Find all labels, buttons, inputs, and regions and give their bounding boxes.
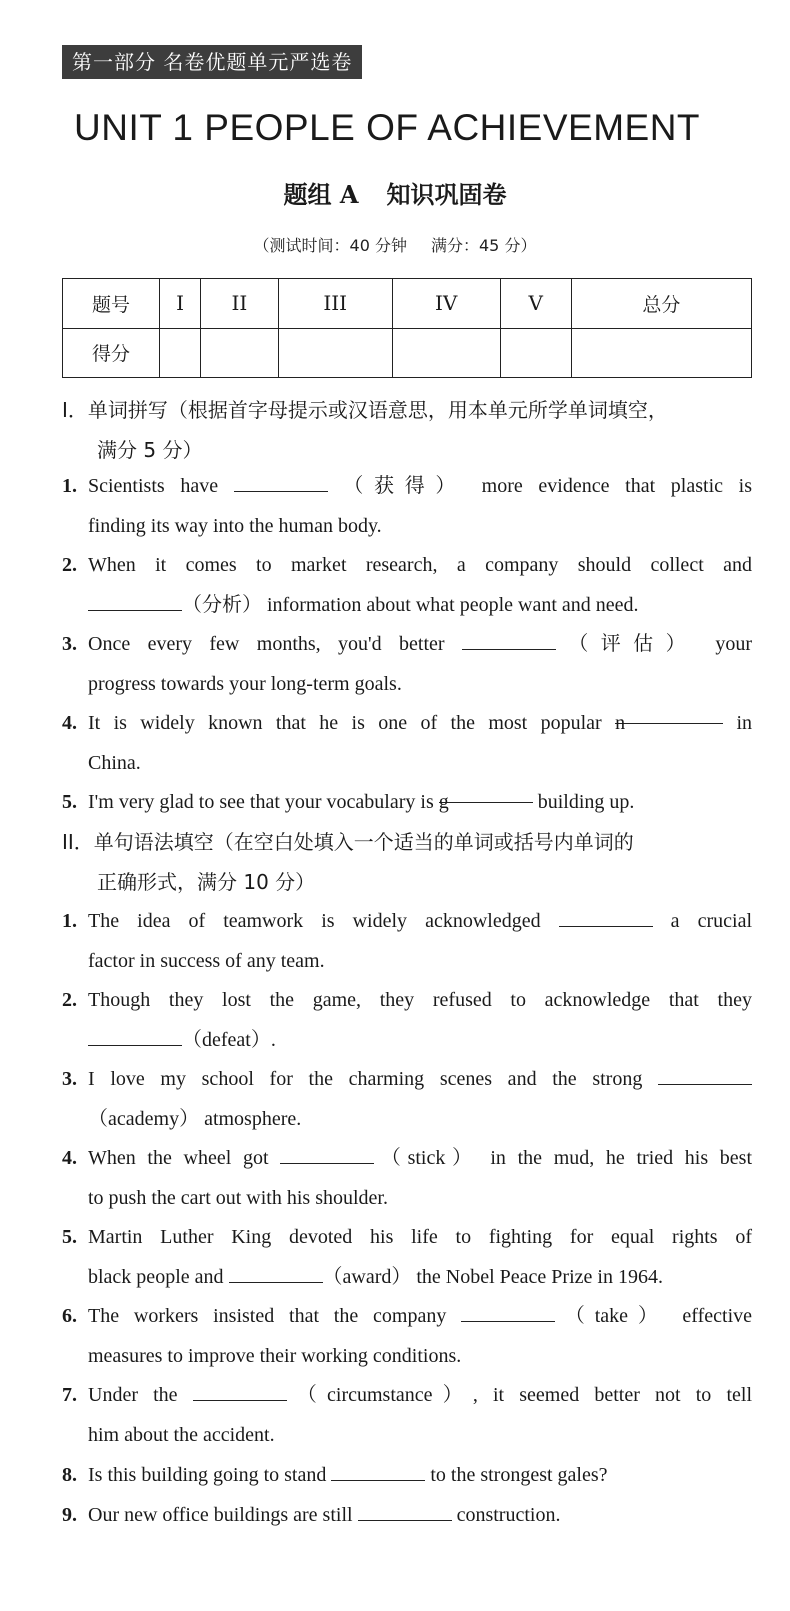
question-text: Is this building going to stand — [88, 1464, 327, 1486]
answer-blank[interactable] — [461, 1301, 555, 1322]
s2-question-2 — [62, 980, 752, 1060]
answer-blank[interactable] — [88, 1025, 182, 1046]
score-cell[interactable] — [500, 328, 571, 378]
question-text: （academy） atmosphere. — [88, 1108, 302, 1130]
question-text: When it comes to market research, a company should collect and — [88, 554, 752, 576]
score-table-header-row — [63, 279, 752, 329]
question-text: （circumstance）, it seemed better not to tell — [286, 1384, 753, 1406]
question-number: 2. — [62, 989, 77, 1011]
question-number: 3. — [62, 633, 77, 655]
s2-question-3 — [62, 1059, 752, 1139]
hint-letter: n — [615, 712, 626, 734]
question-text: him about the accident. — [88, 1424, 275, 1446]
question-number: 4. — [62, 712, 77, 734]
answer-blank[interactable] — [658, 1064, 752, 1085]
question-number: 5. — [62, 791, 77, 813]
question-text: The workers insisted that the company — [88, 1305, 447, 1327]
section1-heading — [62, 390, 762, 470]
s2-question-6 — [62, 1296, 752, 1376]
score-cell[interactable] — [160, 328, 201, 378]
question-number: 8. — [62, 1464, 77, 1486]
question-text: When the wheel got — [88, 1147, 269, 1169]
question-text: black people and — [88, 1266, 224, 1288]
question-text: finding its way into the human body. — [88, 515, 382, 537]
question-text: Though they lost the game, they refused to acknowledge that they — [88, 989, 752, 1011]
unit-title: UNIT 1 PEOPLE OF ACHIEVEMENT — [74, 107, 701, 148]
group-title — [0, 178, 790, 212]
answer-blank[interactable] — [438, 782, 533, 813]
s1-question-4 — [62, 703, 752, 783]
question-text: factor in success of any team. — [88, 950, 325, 972]
hint-letter: g — [438, 791, 449, 813]
s1-question-2 — [62, 545, 752, 625]
score-table-row2-label: 得分 — [63, 328, 160, 378]
answer-blank[interactable] — [234, 471, 328, 492]
question-text: Martin Luther King devoted his life to fighting for equal rights of — [88, 1226, 752, 1248]
question-number: 9. — [62, 1504, 77, 1526]
score-cell[interactable] — [201, 328, 279, 378]
score-table-col-1: I — [160, 279, 201, 329]
question-text: measures to improve their working conditions. — [88, 1345, 462, 1367]
question-text: to push the cart out with his shoulder. — [88, 1187, 388, 1209]
question-text: （award） the Nobel Peace Prize in 1964. — [322, 1266, 663, 1288]
score-table-col-total: 总分 — [571, 279, 751, 329]
answer-blank[interactable] — [331, 1460, 425, 1481]
score-table-col-4: IV — [392, 279, 500, 329]
score-table-col-3: III — [278, 279, 392, 329]
full-score: 满分：45 分） — [431, 236, 537, 255]
question-text: Our new office buildings are still — [88, 1504, 353, 1526]
question-text: China. — [88, 752, 141, 774]
question-text: Under the — [88, 1384, 178, 1406]
group-name: 知识巩固卷 — [386, 180, 507, 209]
question-number: 4. — [62, 1147, 77, 1169]
question-number: 2. — [62, 554, 77, 576]
s2-question-9 — [62, 1495, 752, 1535]
question-text: progress towards your long-term goals. — [88, 673, 402, 695]
section2-heading — [62, 822, 762, 902]
question-text: （stick） in the mud, he tried his best — [374, 1147, 753, 1169]
section2-heading-line2: 正确形式，满分 10 分） — [97, 870, 316, 894]
answer-blank[interactable] — [88, 590, 182, 611]
question-text: （获得） more evidence that plastic is — [343, 475, 752, 497]
question-text: Scientists have — [88, 475, 219, 497]
answer-blank[interactable] — [358, 1500, 452, 1521]
section2-heading-line1: II．单句语法填空（在空白处填入一个适当的单词或括号内单词的 — [62, 830, 634, 854]
score-table-row1-label: 题号 — [63, 279, 160, 329]
score-table — [62, 278, 752, 378]
question-number: 3. — [62, 1068, 77, 1090]
score-table-col-5: V — [500, 279, 571, 329]
question-text: The idea of teamwork is widely acknowledged — [88, 910, 541, 932]
question-text: building up. — [537, 791, 635, 813]
question-text: a crucial — [670, 910, 752, 932]
question-text: （defeat）. — [182, 1029, 276, 1051]
question-text: Once every few months, you'd better — [88, 633, 445, 655]
question-text: It is widely known that he is one of the most popular — [88, 712, 602, 734]
question-text: to the strongest gales? — [430, 1464, 608, 1486]
score-table-score-row — [63, 328, 752, 378]
test-time: （测试时间：40 分钟 — [253, 236, 407, 255]
question-number: 7. — [62, 1384, 77, 1406]
score-cell[interactable] — [571, 328, 751, 378]
answer-blank[interactable] — [462, 629, 556, 650]
answer-blank[interactable] — [229, 1262, 323, 1283]
test-info — [0, 234, 790, 258]
question-text: （take） effective — [555, 1305, 753, 1327]
question-text: in — [736, 712, 752, 734]
s1-question-5 — [62, 782, 752, 822]
answer-blank[interactable] — [193, 1380, 287, 1401]
group-label: 题组 A — [283, 180, 359, 209]
section1-heading-line2: 满分 5 分） — [97, 438, 203, 462]
question-number: 1. — [62, 910, 77, 932]
question-number: 5. — [62, 1226, 77, 1248]
s2-question-5 — [62, 1217, 752, 1297]
question-text: （评估） your — [556, 633, 753, 655]
score-cell[interactable] — [278, 328, 392, 378]
answer-blank[interactable] — [559, 906, 653, 927]
part-banner: 第一部分 名卷优题单元严选卷 — [62, 45, 362, 79]
s1-question-1 — [62, 466, 752, 546]
question-text: （分析） information about what people want and need. — [182, 594, 639, 616]
s2-question-1 — [62, 901, 752, 981]
score-table-col-2: II — [201, 279, 279, 329]
answer-blank[interactable] — [615, 703, 723, 734]
s2-question-4 — [62, 1138, 752, 1218]
question-number: 6. — [62, 1305, 77, 1327]
question-number: 1. — [62, 475, 77, 497]
s2-question-8 — [62, 1455, 752, 1495]
section1-heading-line1: I．单词拼写（根据首字母提示或汉语意思，用本单元所学单词填空， — [62, 398, 668, 422]
question-text: I'm very glad to see that your vocabulary is — [88, 791, 434, 813]
s1-question-3 — [62, 624, 752, 704]
question-text: I love my school for the charming scenes and the strong — [88, 1068, 643, 1090]
answer-blank[interactable] — [280, 1143, 374, 1164]
score-cell[interactable] — [392, 328, 500, 378]
s2-question-7 — [62, 1375, 752, 1455]
question-text: construction. — [456, 1504, 561, 1526]
